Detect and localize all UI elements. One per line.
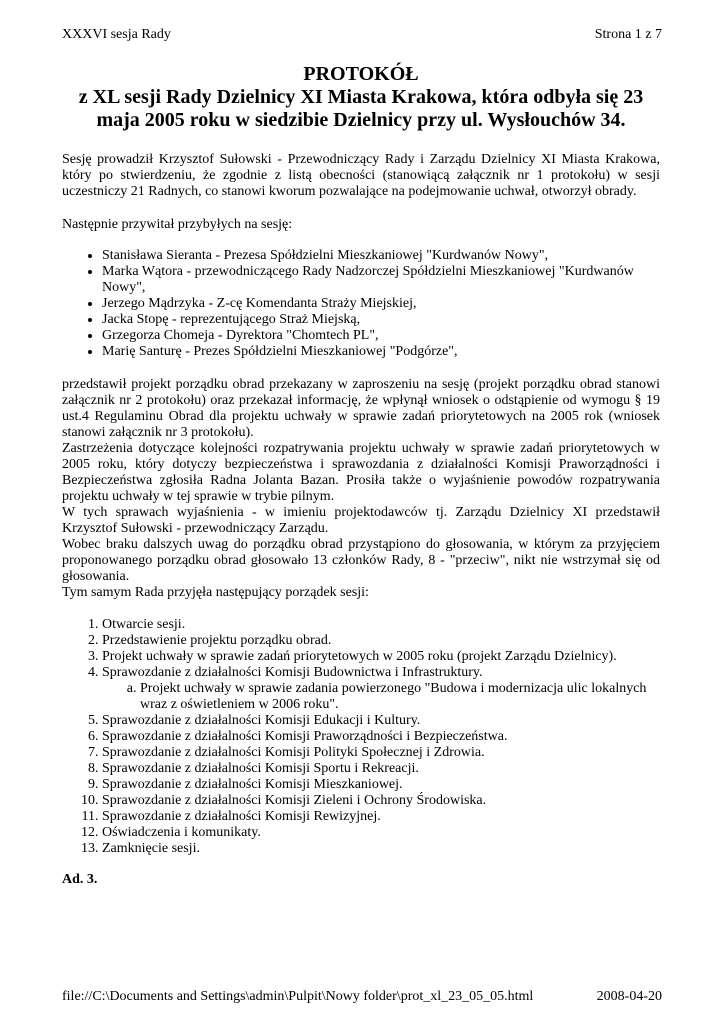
agenda-item: 1. Otwarcie sesji. [102,617,660,633]
agenda-item: 9. Sprawozdanie z działalności Komisji Mieszkaniowej. [102,777,660,793]
agenda-item: 13. Zamknięcie sesji. [102,841,660,857]
agenda-item: 2. Przedstawienie projektu porządku obrad. [102,633,660,649]
agenda-subitem: a. Projekt uchwały w sprawie zadania powierzonego "Budowa i modernizacja ulic lokalnych wraz z oświetleniem w 2006 roku". [140,681,660,713]
footer-date: 2008-04-20 [596,989,662,1004]
page-footer [62,989,662,1007]
agenda-item-text: Sprawozdanie z działalności Komisji Budownictwa i Infrastruktury. [102,665,483,680]
agenda-item [102,665,660,713]
body-paragraph: przedstawił projekt porządku obrad przekazany w zaproszeniu na sesję (projekt porządku obrad stanowi załącznik nr 2 protokołu) oraz przekazał informację, że wpłynął wniosek o odstąpienie od wymogu § 19 ust.4 Regulaminu Obrad dla projektu uchwały w sprawie zadań priorytetowych na 2005 rok (wniosek stanowi załącznik nr 3 protokołu). [62,377,660,440]
agenda-item: 12. Oświadczenia i komunikaty. [102,825,660,841]
list-item: • Jerzego Mądrzyka - Z-cę Komendanta Straży Miejskiej, [102,296,660,312]
body-paragraph: Wobec braku dalszych uwag do porządku obrad przystąpiono do głosowania, w którym za przyjęciem proponowanego porządku obrad głosowało 13 członków Rady, 8 - "przeciw", nikt nie wstrzymał się od głosowania. [62,537,660,584]
agenda-item: 7. Sprawozdanie z działalności Komisji Polityki Społecznej i Zdrowia. [102,745,660,761]
agenda-item: 11. Sprawozdanie z działalności Komisji Rewizyjnej. [102,809,660,825]
document-title [62,63,660,132]
agenda-item: 3. Projekt uchwały w sprawie zadań priorytetowych w 2005 roku (projekt Zarządu Dzielnicy). [102,649,660,665]
agenda-sublist [102,681,660,713]
page-header [62,27,662,45]
section-heading: Ad. 3. [62,872,98,887]
agenda-item: 6. Sprawozdanie z działalności Komisji Praworządności i Bezpieczeństwa. [102,729,660,745]
body-text [62,377,660,601]
footer-file-path: file://C:\Documents and Settings\admin\Pulpit\Nowy folder\prot_xl_23_05_05.html [62,989,534,1004]
list-item: • Jacka Stopę - reprezentującego Straż Miejską, [102,312,660,328]
body-paragraph: W tych sprawach wyjaśnienia - w imieniu projektodawców tj. Zarządu Dzielnicy XI przedstawił Krzysztof Sułowski - przewodniczący Zarządu. [62,505,660,536]
list-item: • Marię Santurę - Prezes Spółdzielni Mieszkaniowej "Podgórze", [102,344,660,360]
title-line-1: PROTOKÓŁ [303,63,419,85]
guest-list [62,248,660,360]
agenda-item: 8. Sprawozdanie z działalności Komisji Sportu i Rekreacji. [102,761,660,777]
body-paragraph: Zastrzeżenia dotyczące kolejności rozpatrywania projektu uchwały w sprawie zadań priorytetowych w 2005 roku, który dotyczy bezpieczeństwa i sprawozdania z działalności Komisji Praworządności i Bezpieczeństwa zgłosiła Radna Jolanta Bazan. Prosiła także o wyjaśnienie powodów rozpatrywania projektu uchwały w tej sprawie w trybie pilnym. [62,441,660,504]
title-line-2: z XL sesji Rady Dzielnicy XI Miasta Krakowa, która odbyła się 23 maja 2005 roku w siedzibie Dzielnicy przy ul. Wysłouchów 34. [78,86,644,131]
greeting-paragraph: Następnie przywitał przybyłych na sesję: [62,217,293,232]
list-item: • Stanisława Sieranta - Prezesa Spółdzielni Mieszkaniowej "Kurdwanów Nowy", [102,248,660,264]
header-session: XXXVI sesja Rady [62,27,171,42]
agenda-item: 10. Sprawozdanie z działalności Komisji Zieleni i Ochrony Środowiska. [102,793,660,809]
body-paragraph: Tym samym Rada przyjęła następujący porządek sesji: [62,585,369,600]
list-item: • Grzegorza Chomeja - Dyrektora "Chomtech PL", [102,328,660,344]
agenda-item: 5. Sprawozdanie z działalności Komisji Edukacji i Kultury. [102,713,660,729]
header-page-number: Strona 1 z 7 [594,27,662,42]
intro-paragraph: Sesję prowadził Krzysztof Sułowski - Przewodniczący Rady i Zarządu Dzielnicy XI Miasta Krakowa, który po stwierdzeniu, że zgodnie z listą obecności (stanowiącą załącznik nr 1 protokołu) w sesji uczestniczy 21 Radnych, co stanowi kworum pozwalające na podejmowanie uchwał, otworzył obrady. [62,152,660,199]
list-item: • Marka Wątora - przewodniczącego Rady Nadzorczej Spółdzielni Mieszkaniowej "Kurdwanów Nowy", [102,264,660,296]
document-body [62,63,660,888]
agenda-list [62,617,660,857]
